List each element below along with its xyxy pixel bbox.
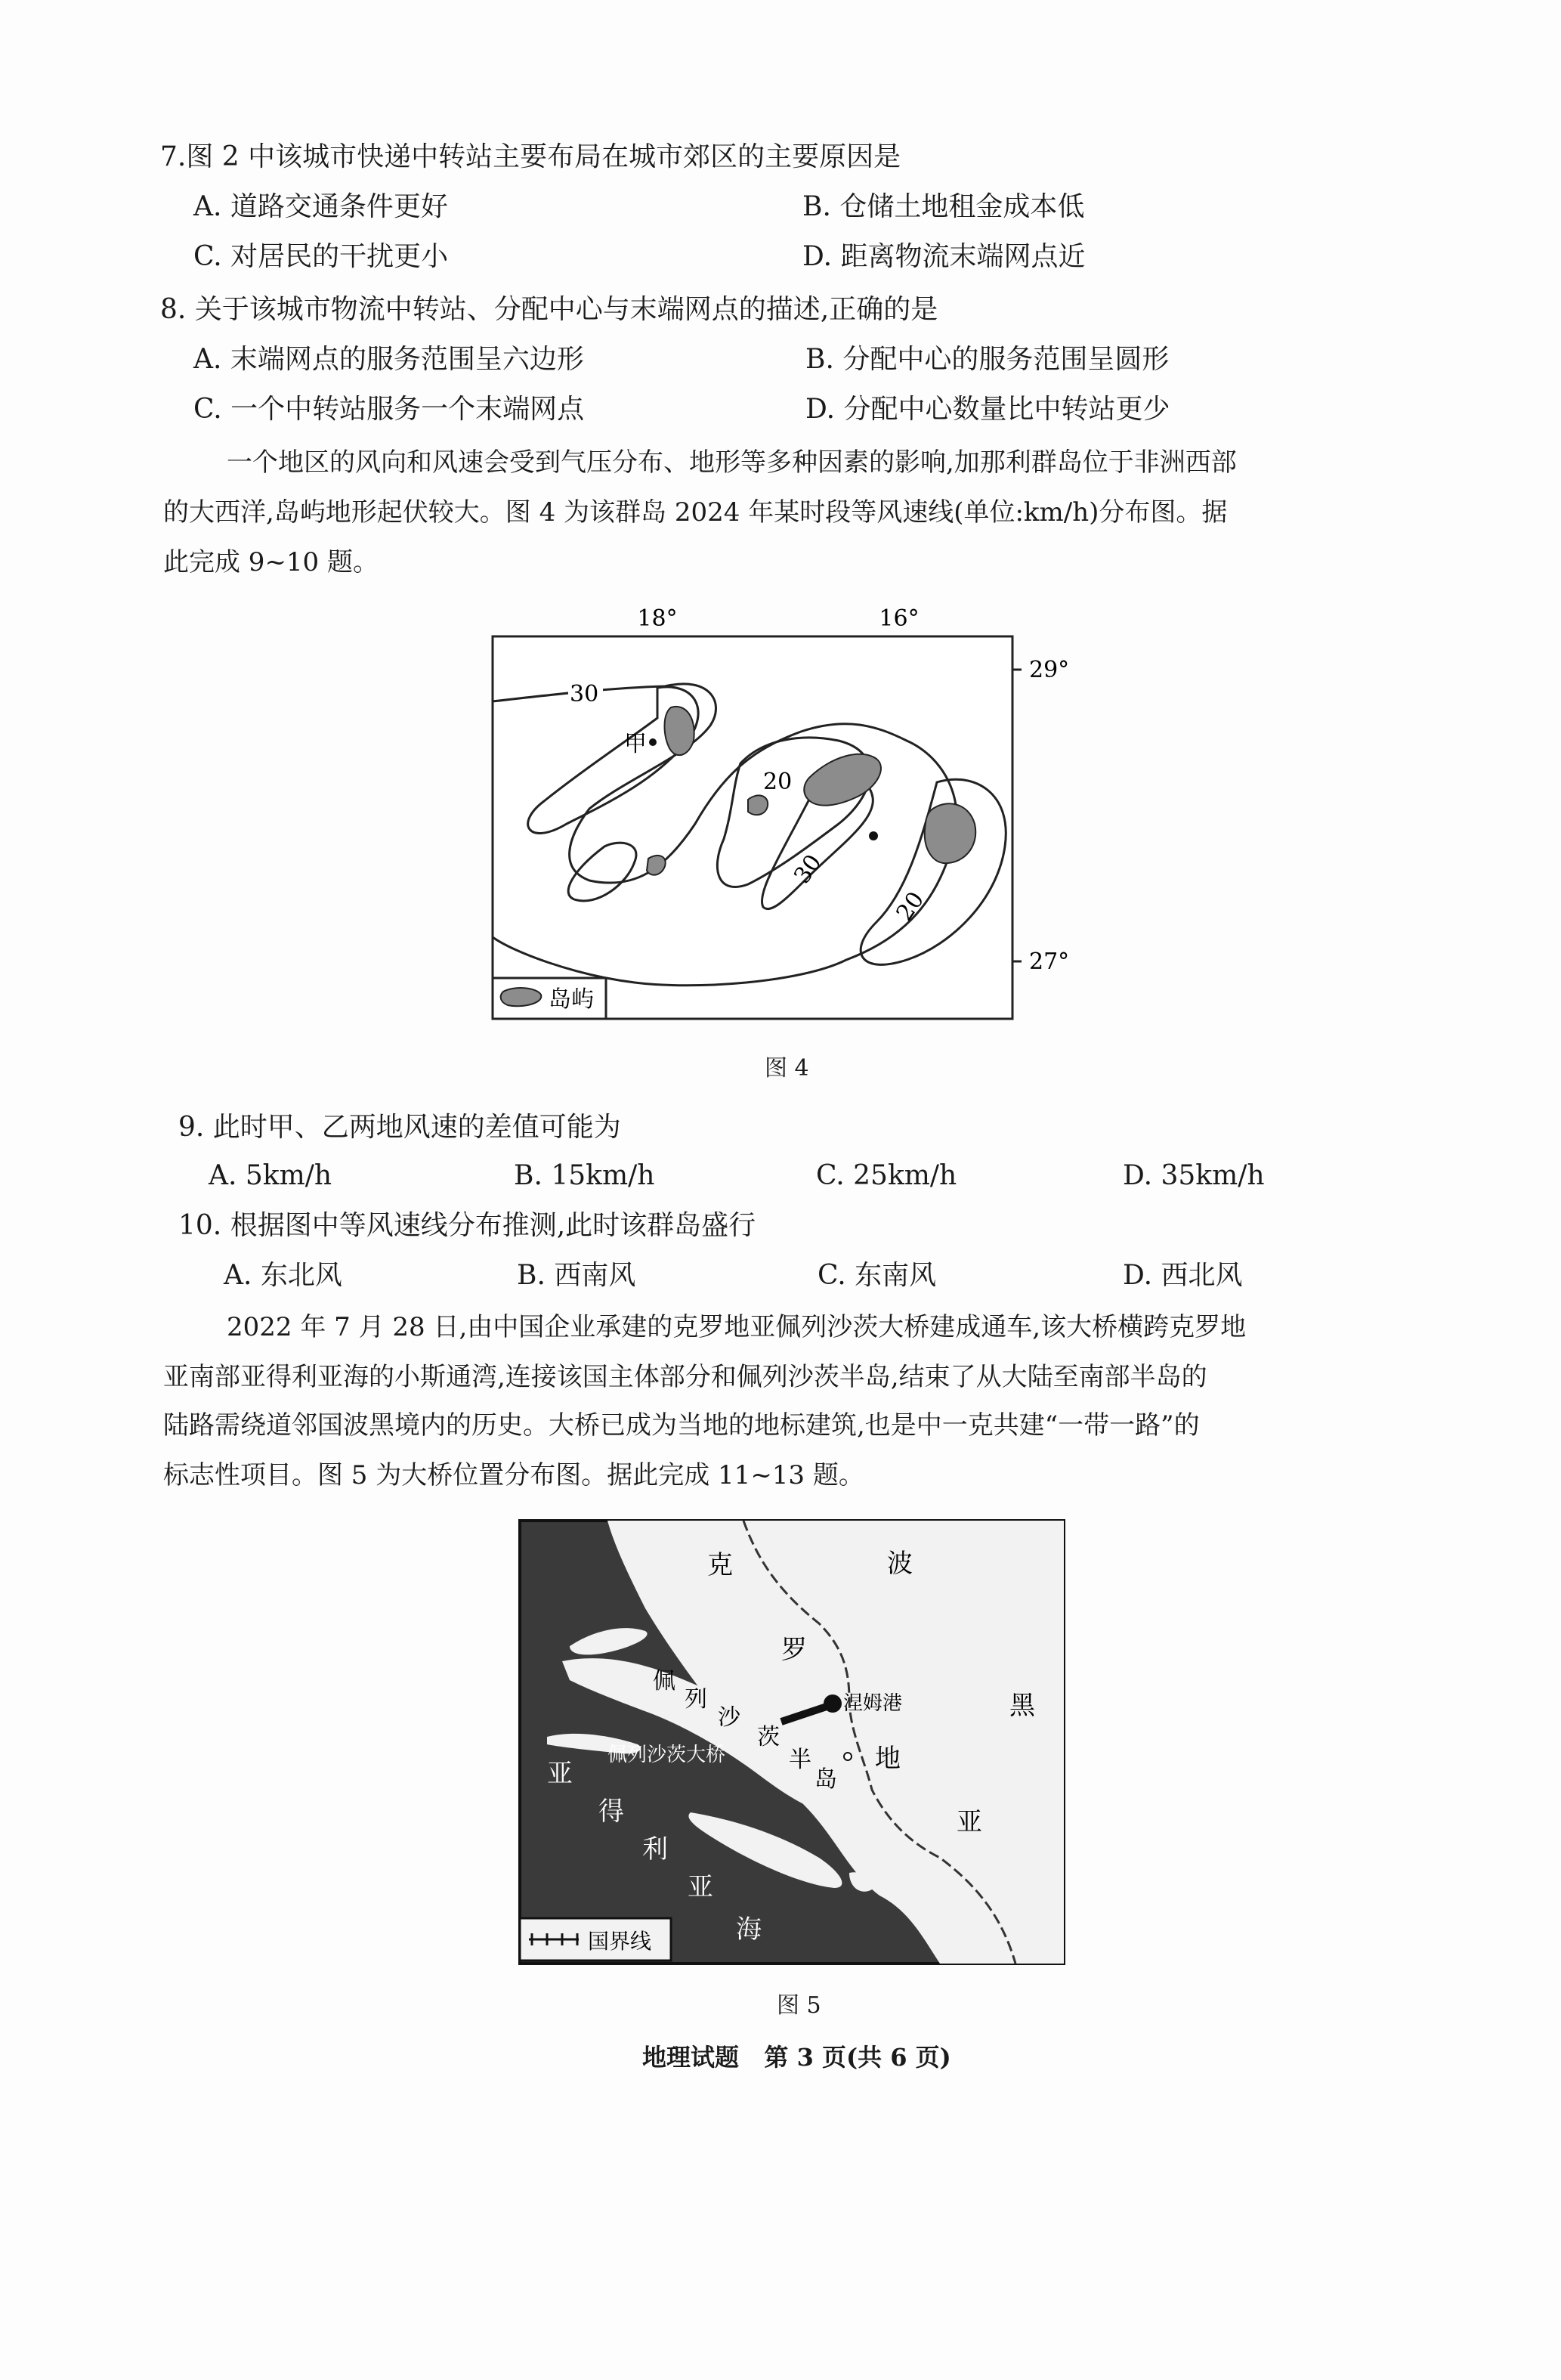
isoline-label-20-b: 20	[891, 887, 930, 926]
isoline-label-20-a: 20	[763, 769, 793, 795]
label-ke: 克	[707, 1550, 733, 1580]
figure-4-caption: 图 4	[765, 1055, 809, 1082]
isoline-label-30-top: 30	[570, 681, 599, 707]
label-sea-li: 利	[642, 1834, 668, 1865]
intro2-line4: 标志性项目。图 5 为大桥位置分布图。据此完成 11~13 题。	[163, 1460, 864, 1490]
label-ci: 茨	[757, 1724, 780, 1750]
small-town-marker	[844, 1753, 852, 1760]
point-yi	[869, 831, 878, 840]
q8-option-a: A. 末端网点的服务范围呈六边形	[193, 344, 584, 375]
label-sha: 沙	[718, 1704, 740, 1731]
label-port: 涅姆港	[843, 1692, 903, 1715]
q9-option-d: D. 35km/h	[1123, 1160, 1265, 1191]
q8-stem: 8. 关于该城市物流中转站、分配中心与末端网点的描述,正确的是	[160, 294, 938, 325]
intro1-line3: 此完成 9~10 题。	[163, 547, 379, 577]
q7-stem: 7.图 2 中该城市快递中转站主要布局在城市郊区的主要原因是	[160, 141, 901, 172]
q9-option-b: B. 15km/h	[514, 1160, 655, 1191]
q7-option-c: C. 对居民的干扰更小	[193, 241, 449, 272]
label-bo: 波	[887, 1549, 913, 1579]
q8-option-d: D. 分配中心数量比中转站更少	[805, 394, 1170, 425]
lon-label-16: 16°	[879, 605, 920, 632]
legend-label: 国界线	[588, 1929, 652, 1954]
island-jia	[665, 707, 694, 755]
q7-option-b: B. 仓储土地租金成本低	[802, 191, 1085, 222]
q7-option-d: D. 距离物流末端网点近	[802, 241, 1086, 272]
q9-stem: 9. 此时甲、乙两地风速的差值可能为	[178, 1112, 621, 1143]
label-sea-ya2: 亚	[688, 1872, 713, 1902]
island-small-mid	[748, 795, 768, 815]
q10-option-d: D. 西北风	[1123, 1260, 1243, 1291]
q9-option-a: A. 5km/h	[209, 1160, 332, 1191]
intro1-line2: 的大西洋,岛屿地形起伏较大。图 4 为该群岛 2024 年某时段等风速线(单位:km/h)分布图。据	[163, 497, 1228, 528]
isoline-label-30-mid: 30	[789, 850, 827, 889]
label-bridge: 佩列沙茨大桥	[607, 1744, 726, 1766]
figure-5-bridge-map	[517, 1518, 1070, 1971]
port-marker	[824, 1694, 842, 1713]
label-sea-de: 得	[598, 1797, 624, 1827]
lat-label-27: 27°	[1029, 949, 1070, 975]
label-sea-hai: 海	[736, 1914, 762, 1945]
q10-option-b: B. 西南风	[517, 1260, 636, 1291]
intro1-line1: 一个地区的风向和风速会受到气压分布、地形等多种因素的影响,加那利群岛位于非洲西部	[227, 447, 1237, 478]
point-jia	[649, 738, 657, 746]
intro2-line2: 亚南部亚得利亚海的小斯通湾,连接该国主体部分和佩列沙茨半岛,结束了从大陆至南部半岛的	[163, 1362, 1207, 1392]
q8-option-b: B. 分配中心的服务范围呈圆形	[805, 344, 1170, 375]
label-pei: 佩	[653, 1668, 675, 1694]
q7-option-a: A. 道路交通条件更好	[193, 191, 448, 222]
q10-option-a: A. 东北风	[224, 1260, 342, 1291]
label-ban: 半	[789, 1747, 811, 1773]
label-di: 地	[875, 1744, 901, 1774]
figure-5-caption: 图 5	[777, 1992, 821, 2019]
label-lie: 列	[685, 1686, 707, 1713]
legend-island-swatch	[501, 988, 542, 1006]
legend-label: 岛屿	[549, 986, 594, 1013]
intro2-line3: 陆路需绕道邻国波黑境内的历史。大桥已成为当地的地标建筑,也是中一克共建“一带一路”的	[163, 1410, 1200, 1441]
q9-option-c: C. 25km/h	[816, 1160, 957, 1191]
label-luo: 罗	[781, 1635, 807, 1665]
q10-option-c: C. 东南风	[818, 1260, 937, 1291]
label-sea-ya: 亚	[547, 1759, 573, 1789]
point-jia-label: 甲	[624, 731, 647, 757]
q8-option-c: C. 一个中转站服务一个末端网点	[193, 394, 585, 425]
lat-label-29: 29°	[1029, 657, 1070, 683]
intro2-line1: 2022 年 7 月 28 日,由中国企业承建的克罗地亚佩列沙茨大桥建成通车,该大桥横跨克罗地	[227, 1312, 1247, 1342]
label-hei: 黑	[1009, 1691, 1035, 1721]
lon-label-18: 18°	[637, 605, 678, 632]
label-ya-croatia: 亚	[957, 1807, 982, 1837]
page-footer: 地理试题 第 3 页(共 6 页)	[642, 2043, 951, 2072]
label-dao: 岛	[815, 1766, 837, 1793]
q10-stem: 10. 根据图中等风速线分布推测,此时该群岛盛行	[178, 1210, 756, 1241]
figure-4-wind-map	[484, 597, 1070, 1028]
